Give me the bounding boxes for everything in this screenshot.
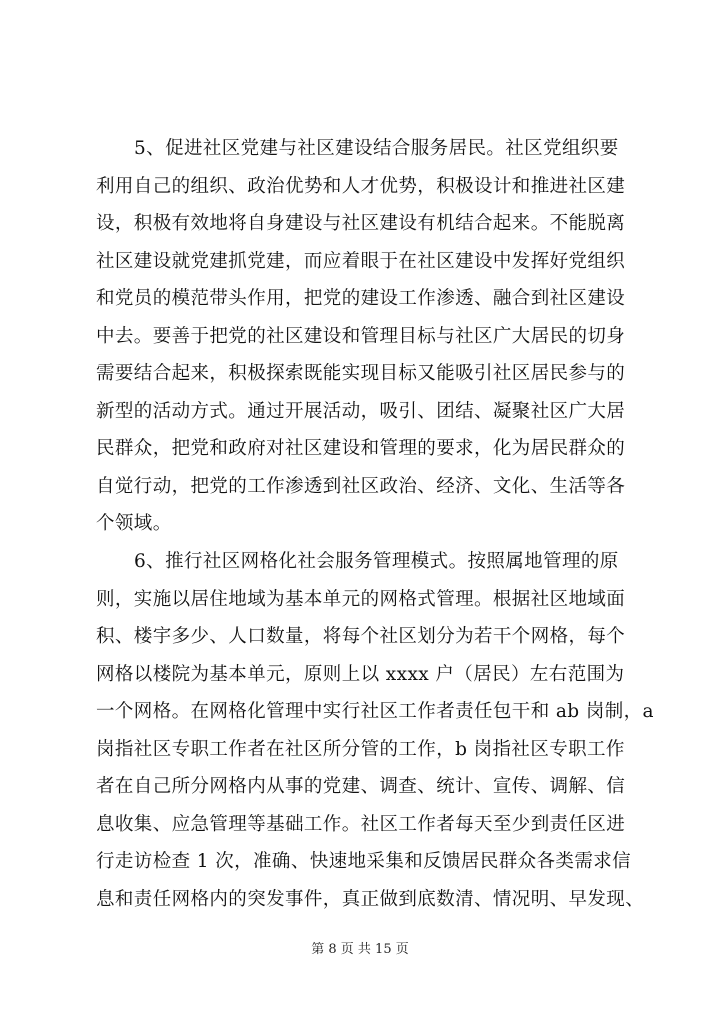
paragraph-5-line: 民群众，把党和政府对社区建设和管理的要求，化为居民群众的 (96, 438, 626, 460)
paragraph-6-line: 6、推行社区网格化社会服务管理模式。按照属地管理的原 (134, 551, 619, 573)
paragraph-5-line: 自觉行动，把党的工作渗透到社区政治、经济、文化、生活等各 (96, 475, 626, 497)
paragraph-6-line: 一个网格。在网格化管理中实行社区工作者责任包干和 ab 岗制，a (96, 701, 654, 723)
paragraph-5-line: 利用自己的组织、政治优势和人才优势，积极设计和推进社区建 (96, 175, 626, 197)
body-text (96, 130, 656, 918)
page-number-footer: 第 8 页 共 15 页 (311, 942, 409, 957)
paragraph-5-line: 需要结合起来，积极探索既能实现目标又能吸引社区居民参与的 (96, 363, 626, 385)
paragraph-6-line: 积、楼宇多少、人口数量，将每个社区划分为若干个网格，每个 (96, 626, 626, 648)
paragraph-5-line: 和党员的模范带头作用，把党的建设工作渗透、融合到社区建设 (96, 288, 626, 310)
paragraph-6-line: 网格以楼院为基本单元，原则上以 xxxx 户（居民）左右范围为 (96, 663, 625, 685)
paragraph-6-line: 者在自己所分网格内从事的党建、调查、统计、宣传、调解、信 (96, 776, 626, 798)
paragraph-5-line: 中去。要善于把党的社区建设和管理目标与社区广大居民的切身 (96, 325, 626, 347)
paragraph-5-line: 设，积极有效地将自身建设与社区建设有机结合起来。不能脱离 (96, 213, 626, 235)
paragraph-6-line: 息收集、应急管理等基础工作。社区工作者每天至少到责任区进 (96, 813, 626, 835)
paragraph-5-line: 个领域。 (96, 513, 172, 535)
paragraph-5-line: 5、促进社区党建与社区建设结合服务居民。社区党组织要 (134, 138, 619, 159)
paragraph-6-line: 行走访检查 1 次，准确、快速地采集和反馈居民群众各类需求信 (96, 851, 632, 873)
paragraph-5-line: 新型的活动方式。通过开展活动，吸引、团结、凝聚社区广大居 (96, 400, 626, 422)
paragraph-6-line: 息和责任网格内的突发事件，真正做到底数清、情况明、早发现、 (96, 888, 645, 910)
paragraph-6-line: 则，实施以居住地域为基本单元的网格式管理。根据社区地域面 (96, 588, 626, 610)
paragraph-6-line: 岗指社区专职工作者在社区所分管的工作，b 岗指社区专职工作 (96, 738, 625, 760)
paragraph-5-line: 社区建设就党建抓党建，而应着眼于在社区建设中发挥好党组织 (96, 250, 626, 272)
